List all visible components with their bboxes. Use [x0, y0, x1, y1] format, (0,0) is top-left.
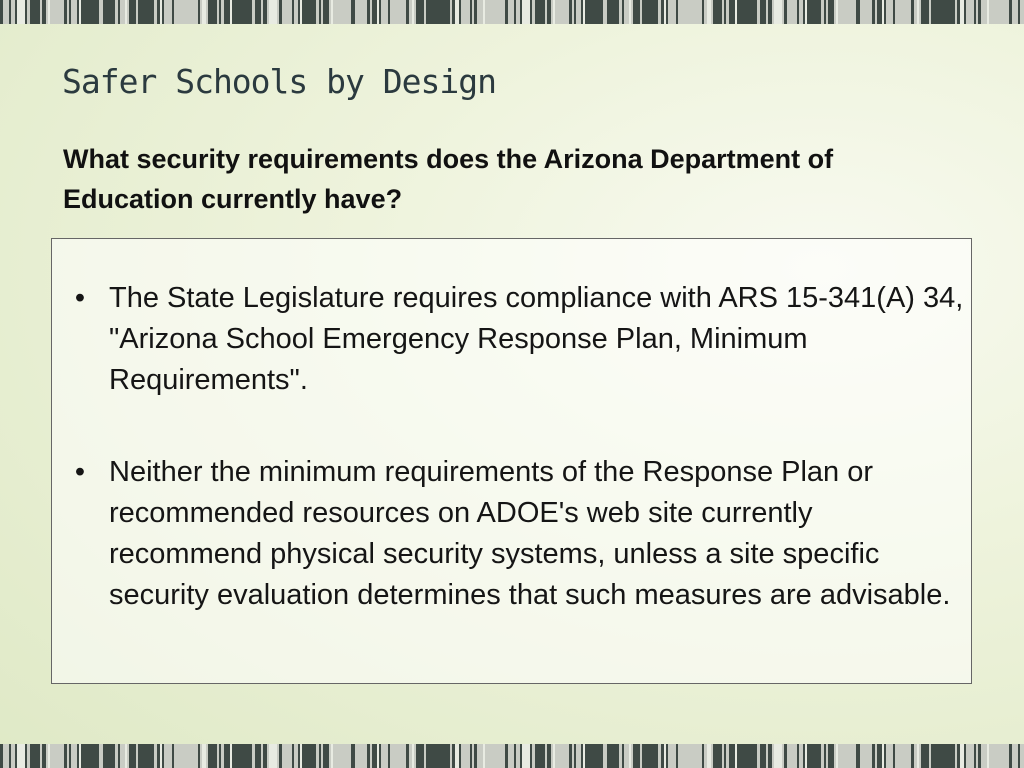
stripe-bar — [989, 0, 1009, 24]
bullet-item — [60, 278, 965, 401]
stripe-bar — [81, 744, 99, 768]
stripe-bar — [416, 744, 424, 768]
stripe-bar — [282, 744, 292, 768]
stripe-bar — [921, 744, 929, 768]
stripe-bar — [17, 0, 25, 24]
bullet-text: Neither the minimum requirements of the Response Plan or recommended resources on ADOE's web site currently recommend physical security systems, unless a site specific security evaluation determines that such measures are advisable. — [109, 456, 951, 611]
slide-title: Safer Schools by Design — [62, 62, 496, 101]
stripe-bar — [174, 744, 198, 768]
stripe-bar — [633, 0, 640, 24]
stripe-bar — [50, 744, 64, 768]
stripe-bar — [485, 744, 505, 768]
bullet-icon: • — [74, 282, 86, 314]
stripe-bar — [787, 0, 797, 24]
stripe-bar — [607, 0, 619, 24]
bottom-decorative-stripe — [0, 744, 1024, 768]
stripe-bar — [895, 744, 911, 768]
stripe-bar — [269, 0, 277, 24]
stripe-bar — [931, 744, 955, 768]
stripe-bar — [678, 0, 702, 24]
stripe-bar — [17, 744, 25, 768]
stripe-bar — [269, 744, 277, 768]
stripe-bar — [668, 0, 676, 24]
stripe-bar — [302, 0, 316, 24]
stripe-bar — [129, 744, 136, 768]
stripe-bar — [555, 744, 569, 768]
stripe-bar — [381, 0, 388, 24]
stripe-bar — [416, 0, 424, 24]
stripe-bar — [737, 0, 757, 24]
stripe-bar — [713, 744, 722, 768]
stripe-bar — [931, 0, 955, 24]
stripe-bar — [886, 744, 893, 768]
stripe-bar — [838, 0, 856, 24]
stripe-bar — [895, 0, 911, 24]
stripe-bar — [461, 744, 470, 768]
stripe-bar — [485, 0, 505, 24]
stripe-bar — [886, 0, 893, 24]
stripe-bar — [787, 744, 797, 768]
stripe-bar — [522, 0, 530, 24]
stripe-bar — [333, 0, 351, 24]
stripe-bar — [208, 744, 217, 768]
bullet-icon: • — [74, 456, 86, 488]
content-box — [51, 238, 972, 684]
stripe-bar — [737, 744, 757, 768]
stripe-bar — [232, 744, 252, 768]
stripe-bar — [461, 0, 470, 24]
stripe-bar — [164, 0, 172, 24]
stripe-bar — [807, 0, 821, 24]
stripe-bar — [129, 0, 136, 24]
stripe-bar — [1020, 744, 1024, 768]
stripe-bar — [860, 0, 872, 24]
stripe-bar — [607, 744, 619, 768]
stripe-bar — [103, 0, 115, 24]
stripe-bar — [30, 744, 40, 768]
stripe-bar — [668, 744, 676, 768]
top-decorative-stripe — [0, 0, 1024, 24]
stripe-bar — [333, 744, 351, 768]
stripe-bar — [642, 744, 658, 768]
stripe-bar — [678, 744, 702, 768]
stripe-bar — [232, 0, 252, 24]
stripe-bar — [555, 0, 569, 24]
stripe-bar — [208, 0, 217, 24]
stripe-bar — [30, 0, 40, 24]
stripe-bar — [355, 744, 367, 768]
stripe-bar — [138, 744, 154, 768]
stripe-bar — [807, 744, 821, 768]
stripe-bar — [633, 744, 640, 768]
stripe-bar — [838, 744, 856, 768]
stripe-bar — [1020, 0, 1024, 24]
stripe-bar — [585, 744, 603, 768]
stripe-bar — [50, 0, 64, 24]
stripe-bar — [103, 744, 115, 768]
stripe-bar — [81, 0, 99, 24]
stripe-bar — [966, 0, 975, 24]
stripe-bar — [164, 744, 172, 768]
stripe-bar — [642, 0, 658, 24]
stripe-bar — [966, 744, 975, 768]
stripe-bar — [860, 744, 872, 768]
stripe-bar — [390, 744, 406, 768]
stripe-bar — [426, 0, 450, 24]
stripe-bar — [355, 0, 367, 24]
bullet-text: The State Legislature requires compliance with ARS 15-341(A) 34, "Arizona School Emergency Response Plan, Minimum Requirements". — [109, 282, 964, 396]
stripe-bar — [585, 0, 603, 24]
stripe-bar — [774, 0, 782, 24]
stripe-bar — [713, 0, 722, 24]
stripe-bar — [921, 0, 929, 24]
stripe-bar — [989, 744, 1009, 768]
stripe-bar — [535, 744, 545, 768]
stripe-bar — [535, 0, 545, 24]
bullet-item — [60, 452, 965, 616]
slide-subtitle: What security requirements does the Arizona Department of Education currently have? — [63, 144, 834, 214]
stripe-bar — [138, 0, 154, 24]
stripe-bar — [282, 0, 292, 24]
stripe-bar — [774, 744, 782, 768]
stripe-bar — [381, 744, 388, 768]
stripe-bar — [426, 744, 450, 768]
stripe-bar — [522, 744, 530, 768]
stripe-bar — [174, 0, 198, 24]
stripe-bar — [302, 744, 316, 768]
stripe-bar — [390, 0, 406, 24]
